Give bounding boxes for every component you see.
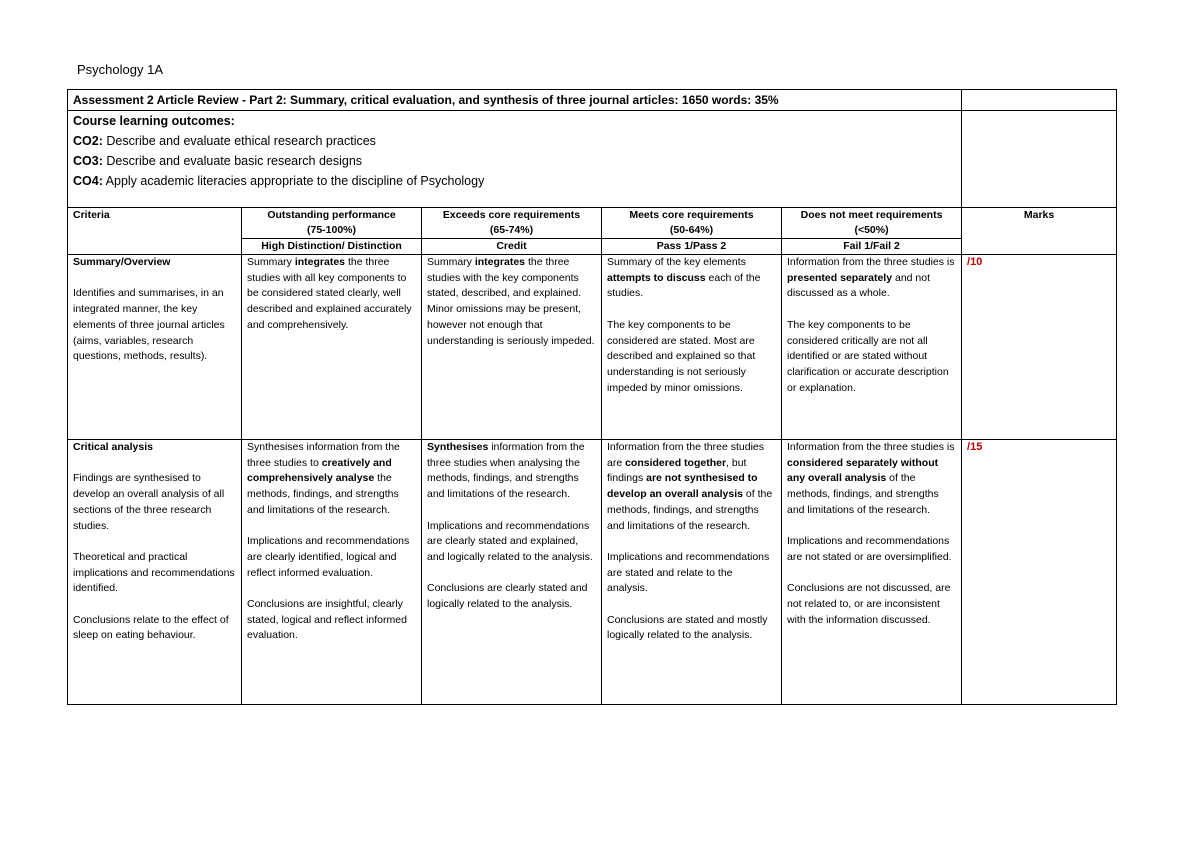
meets-cell: Information from the three studies are considered together, but findings are not synthesised to develop an overall analysis of the methods, findings, and strengths and limitations of the research. Implications and recommendations are stated and relate to the analysis. Conclusions are stated and mostly logically related to the analysis.: [602, 440, 782, 705]
fails-cell: Information from the three studies is presented separately and not discussed as a whole. The key components to be considered critically are not all identified or are stated without clarification or accurate description or explanation.: [782, 255, 962, 440]
outstanding-header: Outstanding performance (75-100%): [242, 208, 422, 239]
meets-cell: Summary of the key elements attempts to discuss each of the studies. The key components to be considered are stated. Most are described and explained so that understanding is not seriously impeded by minor omissions.: [602, 255, 782, 440]
rubric-row-critical-analysis: [68, 440, 1117, 705]
criteria-header: Criteria: [68, 208, 242, 255]
grade-fail: Fail 1/Fail 2: [782, 239, 962, 255]
course-outcomes: [68, 111, 962, 208]
criterion-cell: Summary/Overview Identifies and summarises, in an integrated manner, the key elements of three journal articles (aims, variables, research questions, methods, results).: [68, 255, 242, 440]
marks-header: Marks: [962, 208, 1117, 255]
rubric-table: [67, 89, 1117, 705]
outstanding-cell: Summary integrates the three studies with all key components to be considered stated clearly, well described and explained accurately and comprehensively.: [242, 255, 422, 440]
grade-hd: High Distinction/ Distinction: [242, 239, 422, 255]
fails-cell: Information from the three studies is considered separately without any overall analysis of the methods, findings, and strengths and limitations of the research. Implications and recommendations are not stated or are oversimplified. Conclusions are not discussed, are not related to, or are inconsistent with the information discussed.: [782, 440, 962, 705]
assessment-title: Assessment 2 Article Review - Part 2: Summary, critical evaluation, and synthesis of three journal articles: 1650 words: 35%: [68, 90, 962, 111]
outcome-item: CO4: Apply academic literacies appropriate to the discipline of Psychology: [73, 174, 485, 188]
meets-header: Meets core requirements (50-64%): [602, 208, 782, 239]
outcomes-row: [68, 111, 1117, 208]
column-header-row: [68, 208, 1117, 239]
rubric-row-summary: [68, 255, 1117, 440]
criterion-cell: Critical analysis Findings are synthesised to develop an overall analysis of all sections of the three research studies. Theoretical and practical implications and recommendations identified. Conclusions relate to the effect of sleep on eating behaviour.: [68, 440, 242, 705]
title-row: [68, 90, 1117, 111]
grade-pass: Pass 1/Pass 2: [602, 239, 782, 255]
outcome-item: CO3: Describe and evaluate basic research designs: [73, 154, 363, 168]
exceeds-cell: Synthesises information from the three studies when analysing the methods, findings, and strengths and limitations of the research. Implications and recommendations are clearly stated and explained, and logically related to the analysis. Conclusions are clearly stated and logically related to the analysis.: [422, 440, 602, 705]
outcomes-title: Course learning outcomes:: [73, 114, 235, 128]
exceeds-cell: Summary integrates the three studies with the key components stated, described, and explained. Minor omissions may be present, however not enough that understanding is seriously impeded.: [422, 255, 602, 440]
fails-header: Does not meet requirements (<50%): [782, 208, 962, 239]
document-header: Psychology 1A: [77, 62, 163, 77]
outcome-item: CO2: Describe and evaluate ethical research practices: [73, 134, 376, 148]
outstanding-cell: Synthesises information from the three studies to creatively and comprehensively analyse the methods, findings, and strengths and limitations of the research. Implications and recommendations are clearly identified, logical and reflect informed evaluation. Conclusions are insightful, clearly stated, logical and reflect informed evaluation.: [242, 440, 422, 705]
grade-credit: Credit: [422, 239, 602, 255]
marks-cell: /10: [962, 255, 1117, 440]
title-marks-cell: [962, 90, 1117, 111]
exceeds-header: Exceeds core requirements (65-74%): [422, 208, 602, 239]
marks-cell: /15: [962, 440, 1117, 705]
outcomes-marks-cell: [962, 111, 1117, 208]
